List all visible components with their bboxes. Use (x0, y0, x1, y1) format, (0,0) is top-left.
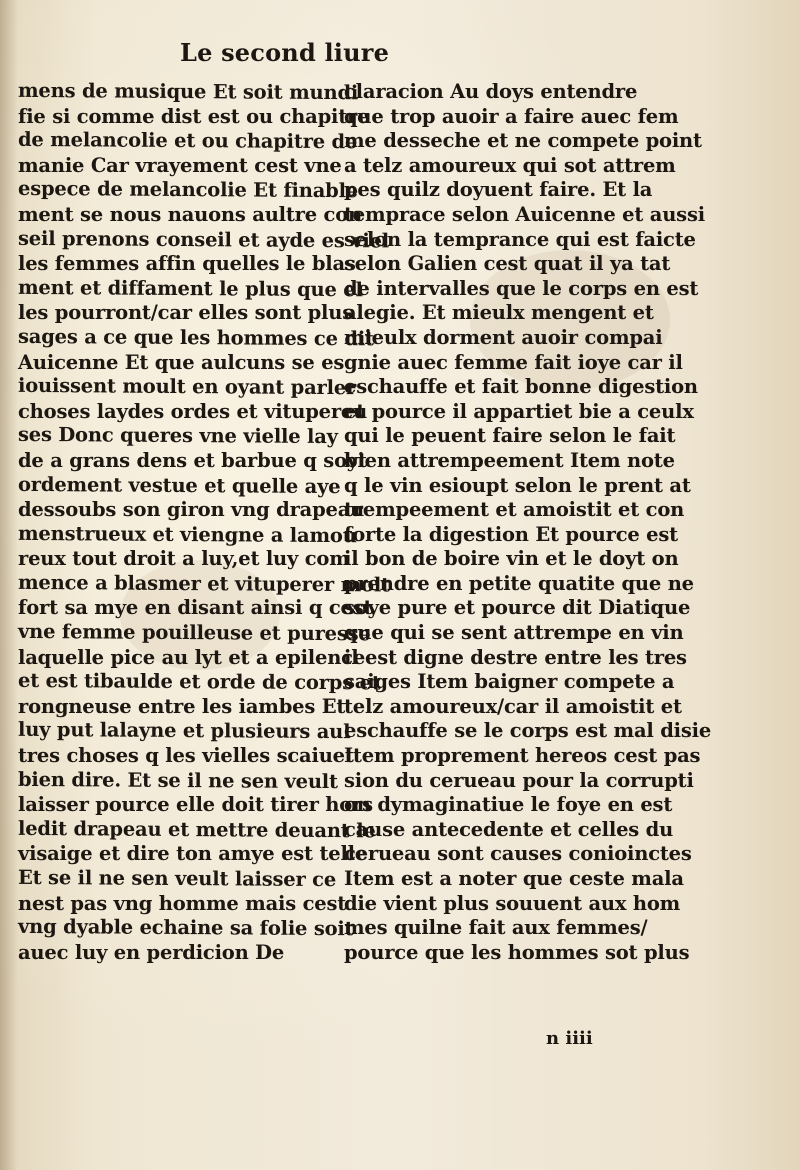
text-line: et pource il appartiet bie a ceulx (344, 399, 694, 423)
text-line: forte la digestion Et pource est (344, 522, 678, 546)
text-line: q le vin esioupt selon le prent at (344, 473, 691, 497)
text-line: de melancolie et ou chapitre de (18, 128, 358, 154)
text-line: a telz amoureux qui sot attrem (344, 153, 676, 177)
text-line: ment et diffament le plus que el (18, 275, 363, 302)
text-line: on dymaginatiue le foye en est (344, 793, 673, 817)
text-line: ledit drapeau et mettre deuant le (18, 816, 376, 843)
text-line: vne femme pouilleuse et puresse (18, 619, 371, 646)
text-line: pource que les hommes sot plus (344, 940, 690, 964)
text-line: manie Car vrayement cest vne (18, 153, 342, 177)
text-line: espece de melancolie Et finable (18, 177, 358, 203)
text-line: sages a ce que les hommes ce dit (18, 324, 374, 351)
text-line: gnie auec femme fait ioye car il (344, 350, 683, 374)
text-line: soye pure et pource dit Diatique (344, 596, 691, 620)
text-line: il bon de boire vin et le doyt on (344, 547, 679, 571)
text-line: sion du cerueau pour la corrupti (344, 768, 694, 792)
text-line: seil prenons conseil et ayde es viel (18, 226, 390, 253)
text-line: telz amoureux/car il amoistit et (344, 694, 682, 718)
text-line: die vient plus souuent aux hom (344, 891, 681, 915)
text-line: trempeement et amoistit et con (344, 498, 685, 522)
text-line: qui le peuent faire selon le fait (344, 424, 676, 448)
text-line: luy put lalayne et plusieurs aul (18, 718, 351, 744)
text-line: et est tibaulde et orde de corps et (18, 669, 381, 695)
text-line: saiges Item baigner compete a (344, 670, 675, 694)
running-head: Le second liure (180, 38, 390, 67)
text-line: cause antecedente et celles du (344, 817, 674, 841)
text-line: que trop auoir a faire auec fem (344, 104, 679, 128)
text-line: mens de musique Et soit mundi (18, 78, 359, 105)
left-text-column (18, 78, 390, 965)
text-line: laquelle pice au lyt et a epilence (18, 645, 366, 669)
text-line: choses laydes ordes et vitupereu (18, 399, 368, 423)
text-line: menstrueux et viengne a lamou (18, 521, 357, 547)
text-line: Et se il ne sen veult laisser ce (18, 865, 337, 892)
text-line: tres choses q les vielles scaiuet (18, 744, 354, 768)
text-line: rongneuse entre les iambes Et (18, 694, 346, 718)
right-text-column (344, 80, 712, 965)
text-line: de a grans dens et barbue q soyt (18, 448, 367, 472)
text-line: me desseche et ne compete point (344, 129, 702, 153)
text-line: mieulx dorment auoir compai (344, 325, 663, 349)
text-line: eschauffe se le corps est mal disie (344, 719, 712, 743)
text-line: ses Donc queres vne vielle lay (18, 423, 338, 449)
text-line: les pourront/car elles sont plus (18, 301, 353, 325)
text-line: selon Galien cest quat il ya tat (344, 252, 671, 276)
text-line: claracion Au doys entendre (344, 80, 638, 103)
text-line: alegie. Et mieulx mengent et (344, 301, 654, 325)
text-line: bien attrempeement Item note (344, 448, 675, 472)
text-line: mence a blasmer et vituperer molt (18, 570, 390, 597)
text-line: temprace selon Auicenne et aussi (344, 202, 705, 226)
text-line: il est digne destre entre les tres (344, 645, 687, 669)
text-line: dessoubs son giron vng drapeau (18, 498, 365, 522)
text-line: ment se nous nauons aultre con (18, 202, 363, 226)
text-line: nest pas vng homme mais cest (18, 891, 347, 915)
text-line: prendre en petite quatite que ne (344, 571, 694, 595)
text-line: fie si comme dist est ou chapitre (18, 104, 370, 128)
text-line: pes quilz doyuent faire. Et la (344, 178, 653, 202)
text-line: reux tout droit a luy,et luy com (18, 547, 350, 571)
text-line: cerueau sont causes conioinctes (344, 842, 692, 866)
gutter-shadow (0, 0, 18, 1170)
text-line: vng dyable echaine sa folie soit (18, 915, 354, 941)
text-line: de intervalles que le corps en est (344, 276, 699, 300)
text-line: les femmes affin quelles le blas (18, 252, 356, 276)
text-line: auec luy en perdicion De (18, 940, 285, 964)
text-line: que qui se sent attrempe en vin (344, 621, 684, 645)
text-line: iouissent moult en oyant parler (18, 374, 357, 400)
text-line: Item est a noter que ceste mala (344, 867, 684, 890)
text-line: Auicenne Et que aulcuns se es (18, 350, 345, 374)
text-line: mes quilne fait aux femmes/ (344, 916, 648, 940)
text-line: selon la temprance qui est faicte (344, 227, 696, 251)
text-line: ordement vestue et quelle aye (18, 472, 341, 498)
text-line: fort sa mye en disant ainsi q cest (18, 596, 373, 620)
text-line: laisser pource elle doit tirer hors (18, 793, 373, 817)
text-line: eschauffe et fait bonne digestion (344, 375, 698, 399)
text-line: Item proprement hereos cest pas (344, 744, 701, 768)
text-line: bien dire. Et se il ne sen veult (18, 767, 338, 793)
signature-mark: n iiii (546, 1028, 593, 1049)
text-line: visaige et dire ton amye est telle (18, 842, 368, 866)
